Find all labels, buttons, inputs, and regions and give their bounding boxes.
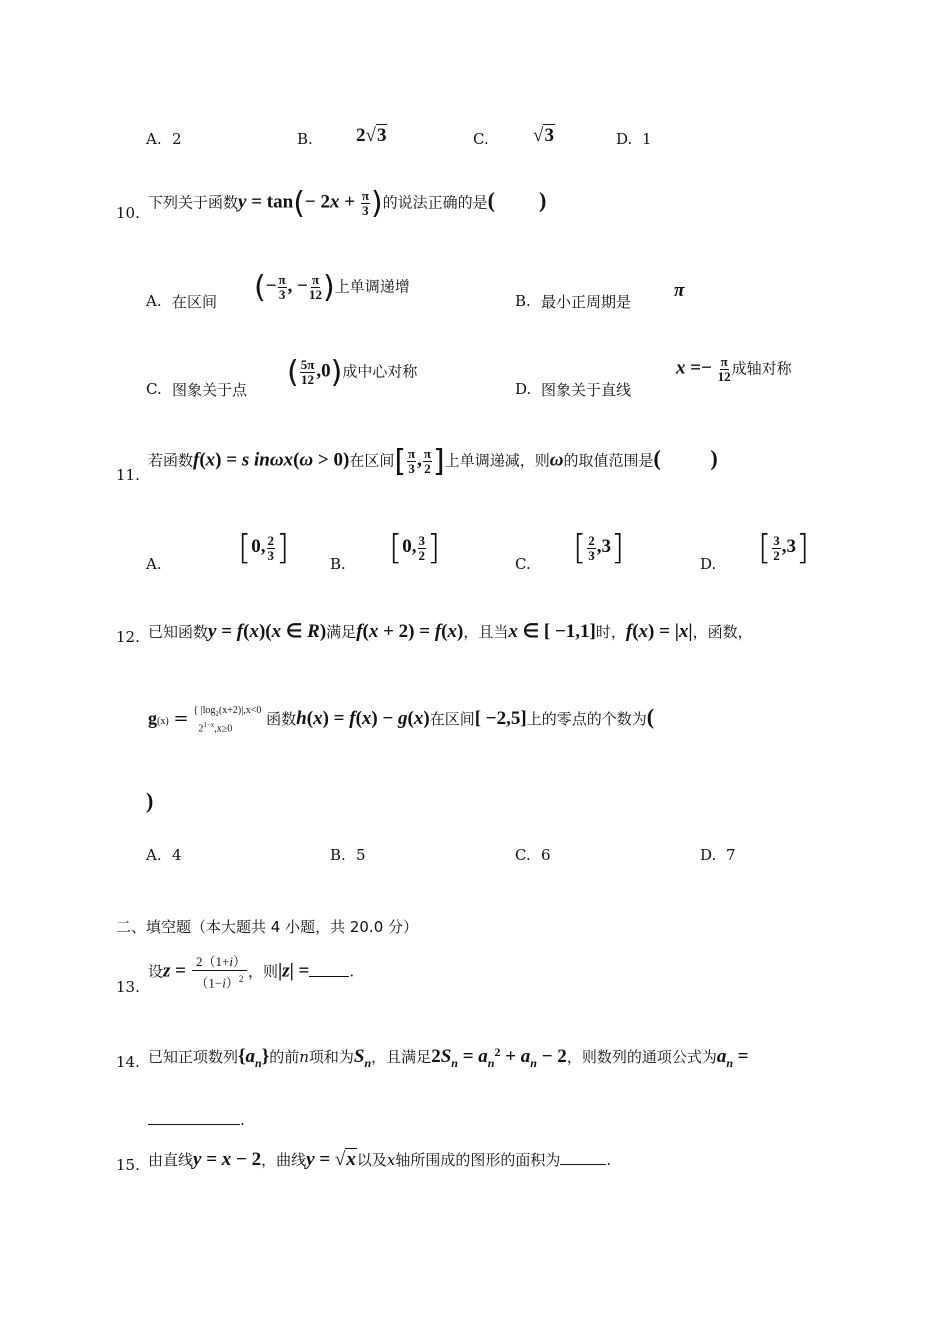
q9-option-c-math: √3 [533, 125, 554, 146]
q10-option-b-math: π [674, 280, 685, 301]
q15-number: 15. [116, 1156, 140, 1174]
q11-option-b-math: [0, $\frac{3}{2}$ ] [389, 528, 441, 568]
q14-answer-line [148, 1110, 245, 1129]
q11-stem-pre: 若函数 [148, 451, 194, 470]
q11-option-c-math: [ $\frac{2}{3}$ ,3] [573, 528, 625, 568]
q13-number: 13. [116, 978, 140, 996]
q10-option-d-pre: 图象关于直线 [541, 381, 632, 399]
q11-option-d-math: [ $\frac{3}{2}$ ,3] [758, 528, 810, 568]
q9-option-d-label: D. [616, 130, 633, 148]
q12-piecewise: { $|\log_2(x+2)|,x<0$ $2^{1-x},x\ge 0$ [193, 705, 262, 735]
q9-option-b-label: B. [297, 130, 313, 148]
q11-stem-mid: 在区间 [349, 451, 395, 470]
q10-option-b-label: B. [515, 292, 531, 310]
q14-post: ，则数列的通项公式为 [566, 1048, 717, 1066]
q15-x: x [386, 1151, 396, 1169]
q10-number: 10. [116, 204, 140, 222]
q13-pre: 设 [148, 962, 164, 981]
q12-stem-line1: 已知函数y = f(x)(x ∈ R)满足f(x + 2) = f(x)，且当x ∈ [ −1,1]时，f(x) = |x|，函数， [148, 621, 753, 642]
q14-n: n [299, 1048, 309, 1066]
q14-end: . [240, 1111, 245, 1129]
q10-fraction: $\frac{\pi}{3}$ [361, 188, 369, 218]
q11-option-a-math: [0, $\frac{2}{3}$ ] [238, 528, 290, 568]
q15-stem: 由直线y = x − 2，曲线y = √x以及x轴所围成的图形的面积为 . [148, 1149, 612, 1170]
q12-stem-pre: 已知函数 [148, 623, 209, 641]
q12-option-b-label: B. [330, 846, 346, 864]
q12-stem-line2: g(x) = { $|\log_2(x+2)|,x<0$ $2^{1-x},x\ge 0$ 函数h(x) = f(x) − g(x)在区间[ −2,5]上的零点的个数为( [148, 704, 655, 735]
q13-stem: 设z = $\frac{2(1+i)}{(1-i)^2}$ ，则|z| = . [148, 954, 355, 991]
q15-end: . [606, 1151, 612, 1169]
q10-option-c-point: ( $\frac{5\pi}{12}$ ,0)成中心对称 [287, 355, 418, 390]
q9-option-c-label: C. [473, 130, 489, 148]
q12-number: 12. [116, 628, 140, 646]
q14-pre: 已知正项数列 [148, 1048, 239, 1066]
q15-post: 轴所围成的图形的面积为 [395, 1151, 561, 1169]
q11-stem-post: 的取值范围是 [563, 451, 654, 470]
q12-line2-mid2: 在区间 [429, 710, 475, 728]
q12-line2-post: 上的零点的个数为 [526, 710, 647, 728]
q12-stem-mid3: 时， [595, 623, 626, 641]
q12-stem-post: ，函数， [692, 623, 753, 641]
q10-option-d-post: 成轴对称 [731, 359, 792, 378]
q10-option-a-pre: 在区间 [172, 293, 218, 311]
q12-option-a-text: 4 [172, 846, 182, 864]
q11-number: 11. [116, 466, 140, 484]
q14-answer-blank[interactable] [148, 1110, 240, 1125]
q15-mid2: 以及 [356, 1151, 387, 1169]
q10-option-d-line: x =− $\frac{\pi}{12}$ 成轴对称 [676, 354, 792, 384]
section-heading-fill-in: 二、填空题（本大题共 4 小题，共 20.0 分） [116, 918, 419, 936]
q12-stem-mid2: ，且当 [463, 623, 509, 641]
q12-option-b-text: 5 [356, 846, 366, 864]
q12-stem-mid1: 满足 [326, 623, 357, 641]
q11-option-c-label: C. [515, 555, 531, 573]
q9-option-d-text: 1 [642, 130, 652, 148]
q15-mid1: ，曲线 [261, 1151, 307, 1169]
q9-option-b-math: 2√3 [356, 125, 387, 146]
q11-stem: 若函数f(x) = s inωx(ω > 0)在区间[ $\frac{\pi}{3}$ , $\frac{\pi}{2}$ ]上单调递减，则ω的取值范围是( ) [148, 444, 718, 479]
q10-option-a-post: 上单调递增 [334, 277, 410, 296]
q14-stem: 已知正项数列$\{a_n\}$的前n项和为$S_n$，且满足$2S_n = a_n^2 + a_n - 2$，则数列的通项公式为$a_n$ = [148, 1045, 749, 1070]
q15-pre: 由直线 [148, 1151, 194, 1169]
q10-option-c-label: C. [146, 380, 162, 398]
q10-stem-post: 的说法正确的是 [382, 193, 488, 212]
q10-option-c-post: 成中心对称 [342, 362, 418, 381]
q10-option-a-label: A. [146, 292, 162, 310]
q11-option-b-label: B. [330, 555, 346, 573]
q10-option-b-pre: 最小正周期是 [541, 293, 632, 311]
q9-option-a-label: A. [146, 130, 162, 148]
q10-stem-pre: 下列关于函数 [148, 193, 239, 212]
q14-number: 14. [116, 1053, 140, 1071]
q10-option-a-interval: (− $\frac{\pi}{3}$ , − $\frac{\pi}{12}$ )上单调递增 [254, 270, 410, 305]
q14-mid1: 的前 [269, 1048, 300, 1066]
q13-end: . [349, 962, 355, 981]
q15-answer-blank[interactable] [560, 1164, 606, 1165]
q12-option-c-text: 6 [541, 846, 551, 864]
q14-mid2: 项和为 [308, 1048, 354, 1066]
q13-post: ，则 [247, 962, 278, 981]
q12-option-c-label: C. [515, 846, 531, 864]
q12-line2-mid: 函数 [266, 710, 297, 728]
q11-stem-mid2: 上单调递减，则 [444, 451, 550, 470]
q14-mid3: ，且满足 [371, 1048, 432, 1066]
q11-option-a-label: A. [146, 555, 162, 573]
q12-close-paren: ) [146, 788, 154, 813]
q12-option-d-text: 7 [726, 846, 736, 864]
q10-stem: 下列关于函数y = tan(− 2x + $\frac{\pi}{3}$ )的说法正确的是( ) [148, 186, 547, 221]
q9-option-a-text: 2 [172, 130, 182, 148]
q10-answer-paren: ( ) [487, 187, 547, 213]
q10-option-c-pre: 图象关于点 [172, 381, 248, 399]
q12-option-d-label: D. [700, 846, 717, 864]
q11-option-d-label: D. [700, 555, 717, 573]
q13-answer-blank[interactable] [309, 976, 349, 977]
q10-function-math: y [238, 191, 247, 213]
q12-g-symbol: g [148, 708, 157, 728]
q13-fraction: $\frac{2(1+i)}{(1-i)^2}$ [192, 954, 246, 991]
q12-option-a-label: A. [146, 846, 162, 864]
q10-option-d-label: D. [515, 380, 532, 398]
